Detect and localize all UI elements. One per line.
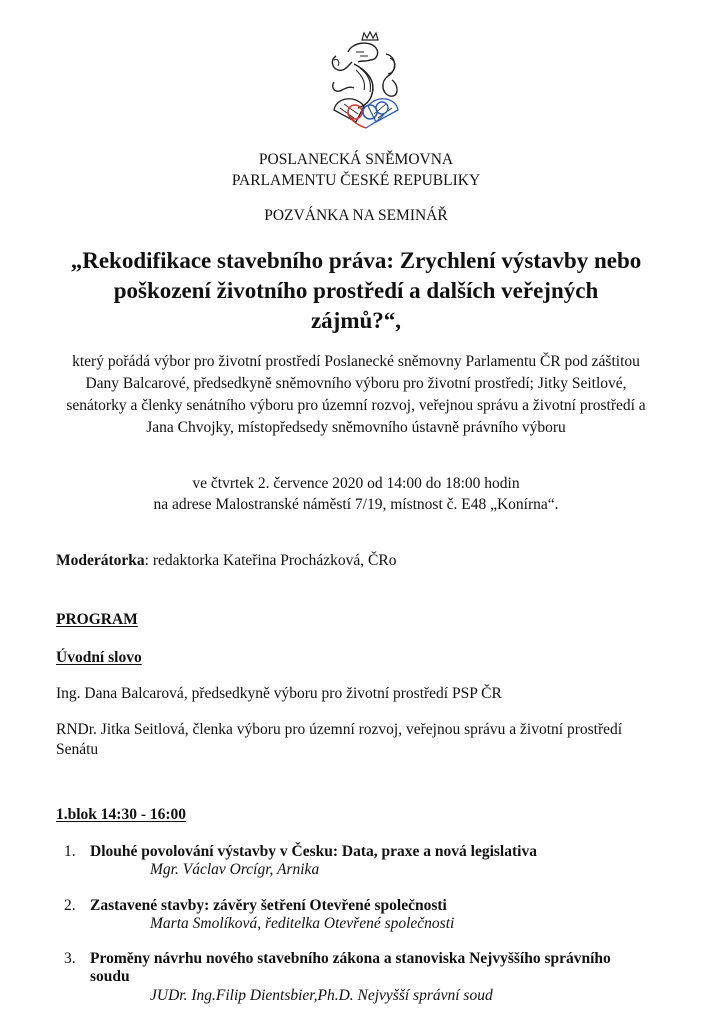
block1-heading: 1.blok 14:30 - 16:00 xyxy=(56,806,187,823)
opening-speaker-2-line1: RNDr. Jitka Seitlová, členka výboru pro územní rozvoj, veřejnou správu a životní prostředí xyxy=(56,721,623,738)
intro-line2: Dany Balcarové, předsedkyně sněmovního výboru pro životní prostředí; Jitky Seitlové, xyxy=(85,375,627,392)
seminar-title-line2: poškození životního prostředí a dalších veřejných xyxy=(113,278,599,303)
program-item-speaker: Mgr. Václav Orcígr, Arnika xyxy=(150,861,320,878)
invitation-heading: POZVÁNKA NA SEMINÁŘ xyxy=(264,207,448,224)
moderator-label: Moderátorka xyxy=(56,552,145,569)
program-item-number: 2. xyxy=(64,897,76,914)
intro-line1: který pořádá výbor pro životní prostředí Poslanecké sněmovny Parlamentu ČR pod záštitou xyxy=(72,353,640,370)
moderator-line xyxy=(56,551,396,571)
program-item-number: 3. xyxy=(64,950,76,967)
czech-lion-emblem-icon xyxy=(326,30,406,132)
institution-name-line2: PARLAMENTU ČESKÉ REPUBLIKY xyxy=(231,172,481,189)
opening-heading: Úvodní slovo xyxy=(56,649,142,666)
program-item-speaker: Marta Smolíková, ředitelka Otevřené společnosti xyxy=(150,915,455,932)
intro-line3: senátorky a členky senátního výboru pro územní rozvoj, veřejnou správu a životní prostředí a xyxy=(66,397,646,414)
intro-line4: Jana Chvojky, místopředsedy sněmovního ústavně právního výboru xyxy=(146,419,566,436)
program-item-speaker: JUDr. Ing.Filip Dientsbier,Ph.D. Nejvyšší správní soud xyxy=(150,987,493,1004)
seminar-title-line1: „Rekodifikace stavebního práva: Zrychlení výstavby nebo xyxy=(70,248,642,273)
program-item-title: Dlouhé povolování výstavby v Česku: Data, praxe a nová legislativa xyxy=(90,843,537,860)
event-date: ve čtvrtek 2. července 2020 od 14:00 do 18:00 hodin xyxy=(192,475,520,492)
opening-speaker-1: Ing. Dana Balcarová, předsedkyně výboru pro životní prostředí PSP ČR xyxy=(56,685,502,702)
program-item-title-line2: soudu xyxy=(90,968,130,985)
event-place: na adrese Malostranské náměstí 7/19, místnost č. E48 „Konírna“. xyxy=(153,496,559,513)
opening-speaker-2-line2: Senátu xyxy=(56,741,99,758)
seminar-title-line3: zájmů?“, xyxy=(310,308,402,333)
institution-name-line1: POSLANECKÁ SNĚMOVNA xyxy=(258,151,454,168)
program-heading: PROGRAM xyxy=(56,611,138,628)
program-item-number: 1. xyxy=(64,843,76,860)
moderator-value: : redaktorka Kateřina Procházková, ČRo xyxy=(144,552,397,569)
program-item-title: Zastavené stavby: závěry šetření Otevřené společnosti xyxy=(90,897,447,914)
program-item-title: Proměny návrhu nového stavebního zákona a stanoviska Nejvyššího správního xyxy=(90,950,611,967)
